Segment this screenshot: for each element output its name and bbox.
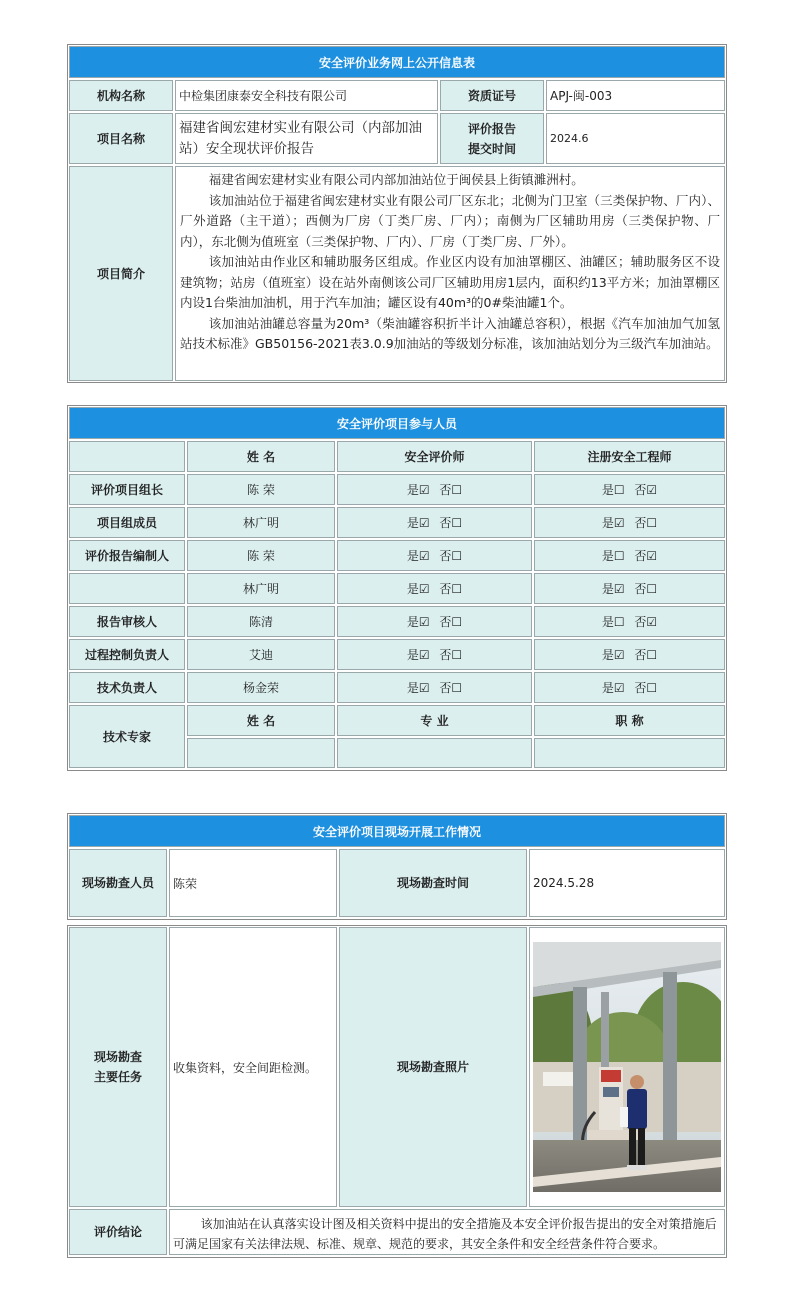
evaluator-checkbox-group <box>337 672 532 703</box>
engineer-checkbox-group <box>534 639 725 670</box>
project-name-value: 福建省闽宏建材实业有限公司（内部加油站）安全现状评价报告 <box>175 113 438 164</box>
header-registered-engineer: 注册安全工程师 <box>534 441 725 472</box>
engineer-checkbox-group <box>534 474 725 505</box>
task-label-line2: 主要任务 <box>93 1070 142 1084</box>
table-title: 安全评价项目参与人员 <box>69 407 725 439</box>
task-label <box>69 927 167 1207</box>
engineer-checkbox-group <box>534 606 725 637</box>
survey-person-value: 陈荣 <box>169 849 337 917</box>
onsite-task-table <box>67 925 727 1258</box>
evaluator-checkbox-group <box>337 573 532 604</box>
header-name: 姓 名 <box>187 441 335 472</box>
engineer-checkbox-group <box>534 540 725 571</box>
evaluator-checkbox-group <box>337 639 532 670</box>
photo-cell <box>529 927 725 1207</box>
no-checkbox[interactable]: 否☐ <box>634 648 658 662</box>
person-name: 艾迪 <box>187 639 335 670</box>
role-label: 评价项目组长 <box>69 474 185 505</box>
survey-person-label: 现场勘查人员 <box>69 849 167 917</box>
personnel-table <box>67 405 727 771</box>
yes-checkbox[interactable]: 是☑ <box>601 516 625 530</box>
submit-time-value: 2024.6 <box>546 113 725 164</box>
role-label: 评价报告编制人 <box>69 540 185 571</box>
survey-time-label: 现场勘查时间 <box>339 849 527 917</box>
yes-checkbox[interactable]: 是☑ <box>406 615 430 629</box>
engineer-checkbox-group <box>534 507 725 538</box>
conclusion-text: 该加油站在认真落实设计图及相关资料中提出的安全措施及本安全评价报告提出的安全对策措施后可满足国家有关法律法规、标准、规章、规范的要求，其安全条件和安全经营条件符合要求。 <box>173 1217 717 1251</box>
role-label: 过程控制负责人 <box>69 639 185 670</box>
task-label-line1: 现场勘查 <box>93 1050 142 1064</box>
table-title: 安全评价项目现场开展工作情况 <box>69 815 725 847</box>
header-empty-cell <box>69 441 185 472</box>
person-name: 陈清 <box>187 606 335 637</box>
role-label: 报告审核人 <box>69 606 185 637</box>
no-checkbox[interactable]: 否☑ <box>634 483 658 497</box>
intro-label: 项目简介 <box>69 166 173 381</box>
expert-major-value <box>337 738 532 768</box>
expert-header-name: 姓 名 <box>187 705 335 736</box>
task-value: 收集资料，安全间距检测。 <box>169 927 337 1207</box>
project-name-label: 项目名称 <box>69 113 173 164</box>
table-title: 安全评价业务网上公开信息表 <box>69 46 725 78</box>
expert-name-value <box>187 738 335 768</box>
expert-header-title: 职 称 <box>534 705 725 736</box>
submit-time-label-line1: 评价报告 <box>467 121 516 136</box>
no-checkbox[interactable]: 否☐ <box>439 483 463 497</box>
evaluator-checkbox-group <box>337 474 532 505</box>
yes-checkbox[interactable]: 是☐ <box>601 615 625 629</box>
yes-checkbox[interactable]: 是☐ <box>601 483 625 497</box>
no-checkbox[interactable]: 否☐ <box>634 681 658 695</box>
yes-checkbox[interactable]: 是☐ <box>601 549 625 563</box>
intro-paragraph: 该加油站油罐总容量为20m³（柴油罐容积折半计入油罐总容积），根据《汽车加油加气加氢站技术标准》GB50156-2021表3.0.9加油站的等级划分标准，该加油站划分为三级汽车加油站。 <box>180 315 720 351</box>
yes-checkbox[interactable]: 是☑ <box>406 483 430 497</box>
yes-checkbox[interactable]: 是☑ <box>406 516 430 530</box>
evaluator-checkbox-group <box>337 540 532 571</box>
person-name: 林广明 <box>187 507 335 538</box>
evaluator-checkbox-group <box>337 606 532 637</box>
no-checkbox[interactable]: 否☐ <box>439 648 463 662</box>
conclusion-value <box>169 1209 725 1255</box>
person-name: 陈 荣 <box>187 540 335 571</box>
yes-checkbox[interactable]: 是☑ <box>601 648 625 662</box>
role-label: 项目组成员 <box>69 507 185 538</box>
role-label: 技术负责人 <box>69 672 185 703</box>
role-label <box>69 573 185 604</box>
yes-checkbox[interactable]: 是☑ <box>601 681 625 695</box>
no-checkbox[interactable]: 否☑ <box>634 615 658 629</box>
no-checkbox[interactable]: 否☐ <box>634 516 658 530</box>
site-survey-photo <box>533 942 721 1192</box>
no-checkbox[interactable]: 否☐ <box>439 582 463 596</box>
onsite-work-table <box>67 813 727 920</box>
person-name: 杨金荣 <box>187 672 335 703</box>
org-label: 机构名称 <box>69 80 173 111</box>
intro-content <box>175 166 725 381</box>
expert-title-value <box>534 738 725 768</box>
survey-time-value: 2024.5.28 <box>529 849 725 917</box>
engineer-checkbox-group <box>534 573 725 604</box>
no-checkbox[interactable]: 否☐ <box>439 615 463 629</box>
expert-header-major: 专 业 <box>337 705 532 736</box>
yes-checkbox[interactable]: 是☑ <box>601 582 625 596</box>
person-name: 林广明 <box>187 573 335 604</box>
cert-value: APJ-闽-003 <box>546 80 725 111</box>
photo-label: 现场勘查照片 <box>339 927 527 1207</box>
no-checkbox[interactable]: 否☐ <box>634 582 658 596</box>
submit-time-label-line2: 提交时间 <box>467 141 516 156</box>
evaluator-checkbox-group <box>337 507 532 538</box>
intro-paragraph: 福建省闽宏建材实业有限公司内部加油站位于闽侯县上街镇濉洲村。 <box>208 172 584 187</box>
no-checkbox[interactable]: 否☑ <box>634 549 658 563</box>
cert-label: 资质证号 <box>440 80 544 111</box>
yes-checkbox[interactable]: 是☑ <box>406 648 430 662</box>
yes-checkbox[interactable]: 是☑ <box>406 681 430 695</box>
org-value: 中检集团康泰安全科技有限公司 <box>175 80 438 111</box>
no-checkbox[interactable]: 否☐ <box>439 549 463 563</box>
public-info-table <box>67 44 727 383</box>
engineer-checkbox-group <box>534 672 725 703</box>
person-name: 陈 荣 <box>187 474 335 505</box>
yes-checkbox[interactable]: 是☑ <box>406 582 430 596</box>
gas-station-photo-graphic <box>533 942 721 1192</box>
intro-paragraph: 该加油站位于福建省闽宏建材实业有限公司厂区东北；北侧为门卫室（三类保护物、厂内）、厂外道路（主干道）；西侧为厂房（丁类厂房、厂内）；南侧为厂区辅助用房（三类保护物、厂内），东北侧为值班室（三类保护物、厂内）、厂房（丁类厂房、厂外）。 <box>180 192 720 249</box>
conclusion-label: 评价结论 <box>69 1209 167 1255</box>
intro-paragraph: 该加油站由作业区和辅助服务区组成。作业区内设有加油罩棚区、油罐区；辅助服务区不设建筑物；站房（值班室）设在站外南侧该公司厂区辅助用房1层内，面积约13平方米；加油罩棚区内设1台柴油加油机，用于汽车加油；罐区设有40m³的0#柴油罐1个。 <box>180 254 720 310</box>
yes-checkbox[interactable]: 是☑ <box>406 549 430 563</box>
no-checkbox[interactable]: 否☐ <box>439 681 463 695</box>
header-safety-evaluator: 安全评价师 <box>337 441 532 472</box>
submit-time-label <box>440 113 544 164</box>
expert-label: 技术专家 <box>69 705 185 768</box>
no-checkbox[interactable]: 否☐ <box>439 516 463 530</box>
